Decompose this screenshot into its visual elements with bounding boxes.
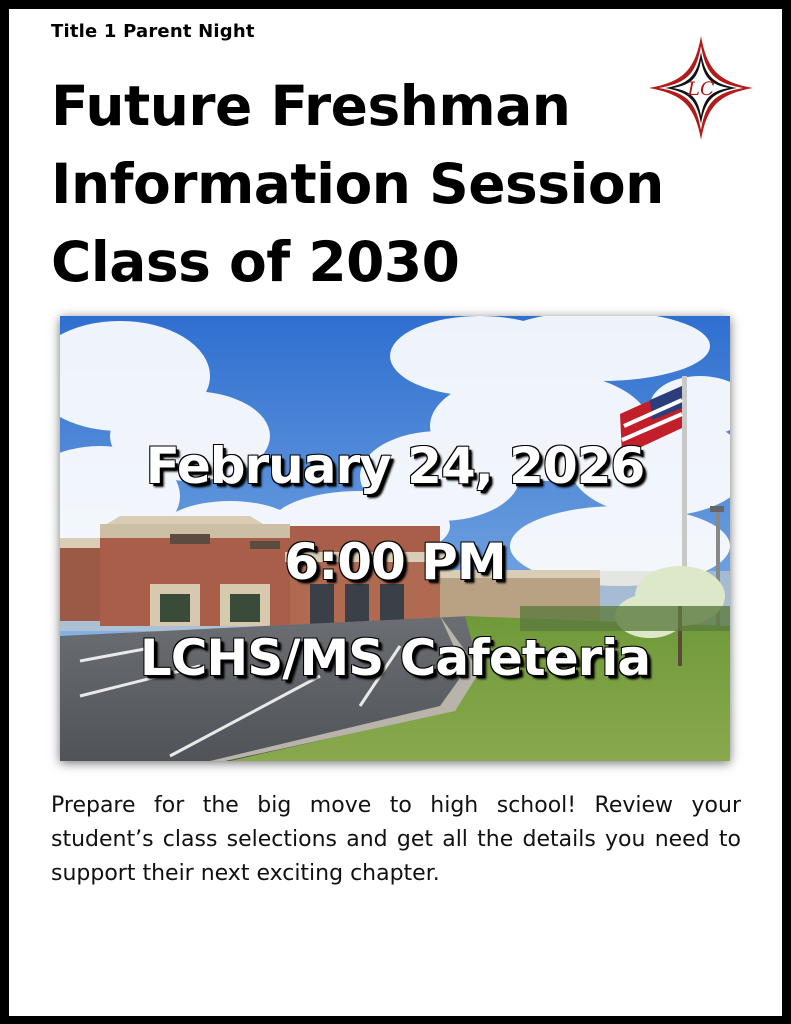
title-line-3: Class of 2030 [51,230,460,294]
event-location: LCHS/MS Cafeteria [139,629,651,687]
title-line-1: Future Freshman [51,74,571,138]
event-details-overlay [60,418,730,706]
school-logo [645,32,757,144]
title-line-2: Information Session [51,152,664,216]
event-time: 6:00 PM [284,533,506,591]
event-description: Prepare for the big move to high school! Review your student’s class selections and get all the details you need to support their next exciting chapter. [51,793,741,886]
event-date: February 24, 2026 [145,437,645,495]
logo-monogram: LC [687,78,715,100]
event-kicker: Title 1 Parent Night [51,21,255,42]
flyer-page [9,9,782,1016]
school-photo [60,316,730,761]
